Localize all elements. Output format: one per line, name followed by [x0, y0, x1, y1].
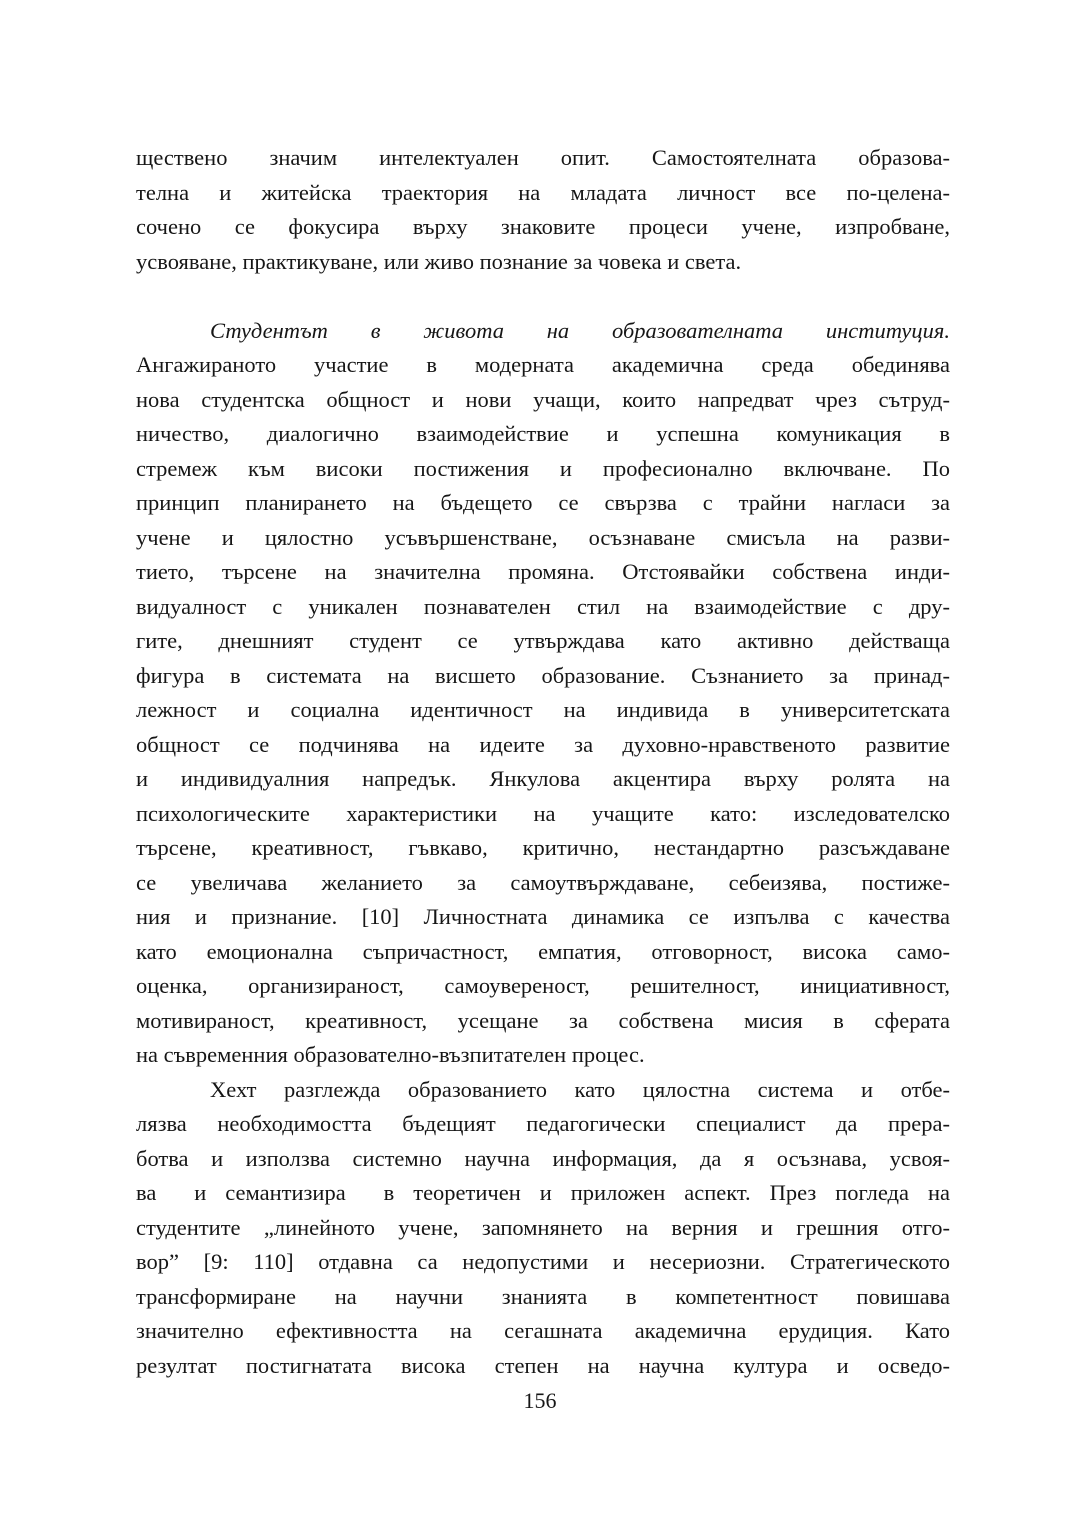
- text-line: принцип планирането на бъдещето се свързва с трайни нагласи за: [136, 490, 950, 515]
- text-line: търсене, креативност, гъвкаво, критично, нестандартно разсъждаване: [136, 835, 950, 860]
- text-line: лязва необходимостта бъдещият педагогически специалист да прера-: [136, 1111, 950, 1136]
- text-line: ничество, диалогично взаимодействие и успешна комуникация в: [136, 421, 950, 446]
- text-line: се увеличава желанието за самоутвърждаване, себеизява, постиже-: [136, 869, 950, 895]
- text-line: психологическите характеристики на учащите като: изследователско: [136, 800, 950, 826]
- text-line: общност се подчинява на идеите за духовно-нравственото развитие: [136, 731, 950, 757]
- text-line: резултат постигнатата висока степен на научна култура и осведо-: [136, 1352, 950, 1378]
- text-line: стремеж към високи постижения и професионално включване. По: [136, 455, 950, 481]
- text-line: Студентът в живота на образователната институция.: [210, 317, 950, 343]
- paragraph: [136, 314, 950, 1073]
- text-line: оценка, организираност, самоувереност, решителност, инициативност,: [136, 973, 950, 998]
- text-line: ва и семантизира в теоретичен и приложен аспект. През погледа на: [136, 1180, 950, 1205]
- page-number: 156: [523, 1388, 557, 1413]
- text-line: фигура в системата на висшето образование. Съзнанието за принад-: [136, 662, 950, 688]
- text-line: нова студентска общност и нови учащи, които напредват чрез сътруд-: [136, 386, 950, 412]
- text-line: значително ефективността на сегашната академична ерудиция. Като: [136, 1318, 950, 1343]
- paragraph: [136, 141, 950, 279]
- text-line: трансформиране на научни знанията в компетентност повишава: [136, 1283, 950, 1309]
- text-line: тието, търсене на значителна промяна. Отстоявайки собствена инди-: [136, 559, 950, 584]
- text-line: вор” [9: 110] отдавна са недопустими и несериозни. Стратегическото: [136, 1249, 950, 1274]
- text-line: ществено значим интелектуален опит. Самостоятелната образова-: [136, 145, 950, 170]
- text-line: като емоционална съпричастност, емпатия, отговорност, висока само-: [136, 938, 950, 964]
- text-line: гите, днешният студент се утвърждава като активно действаща: [136, 628, 950, 653]
- paragraph: [136, 1073, 950, 1384]
- text-line: видуалност с уникален познавателен стил на взаимодействие с дру-: [136, 593, 950, 619]
- text-line: студентите „линейното учене, запомнянето на верния и грешния отго-: [136, 1214, 950, 1240]
- text-line: телна и житейска траектория на младата личност все по-целена-: [136, 179, 950, 205]
- text-line: ния и признание. [10] Личностната динамика се изпълва с качества: [136, 904, 950, 929]
- text-block: [136, 141, 950, 1383]
- text-line: мотивираност, креативност, усещане за собствена мисия в сферата: [136, 1007, 950, 1033]
- text-line: лежност и социална идентичност на индивида в университетската: [136, 697, 950, 722]
- text-line: Ангажираното участие в модерната академична среда обединява: [136, 352, 950, 377]
- text-line: Хехт разглежда образованието като цялостна система и отбе-: [210, 1076, 950, 1102]
- text-line: сочено се фокусира върху знаковите процеси учене, изпробване,: [136, 214, 950, 239]
- text-line: на съвременния образователно-възпитателен процес.: [136, 1042, 645, 1067]
- text-line: и индивидуалния напредък. Янкулова акцентира върху ролята на: [136, 766, 950, 791]
- text-line: усвояване, практикуване, или живо познание за човека и света.: [136, 248, 742, 274]
- text-line: ботва и използва системно научна информация, да я осъзнава, усвоя-: [136, 1145, 950, 1171]
- text-line: учене и цялостно усъвършенстване, осъзнаване смисъла на разви-: [136, 524, 950, 550]
